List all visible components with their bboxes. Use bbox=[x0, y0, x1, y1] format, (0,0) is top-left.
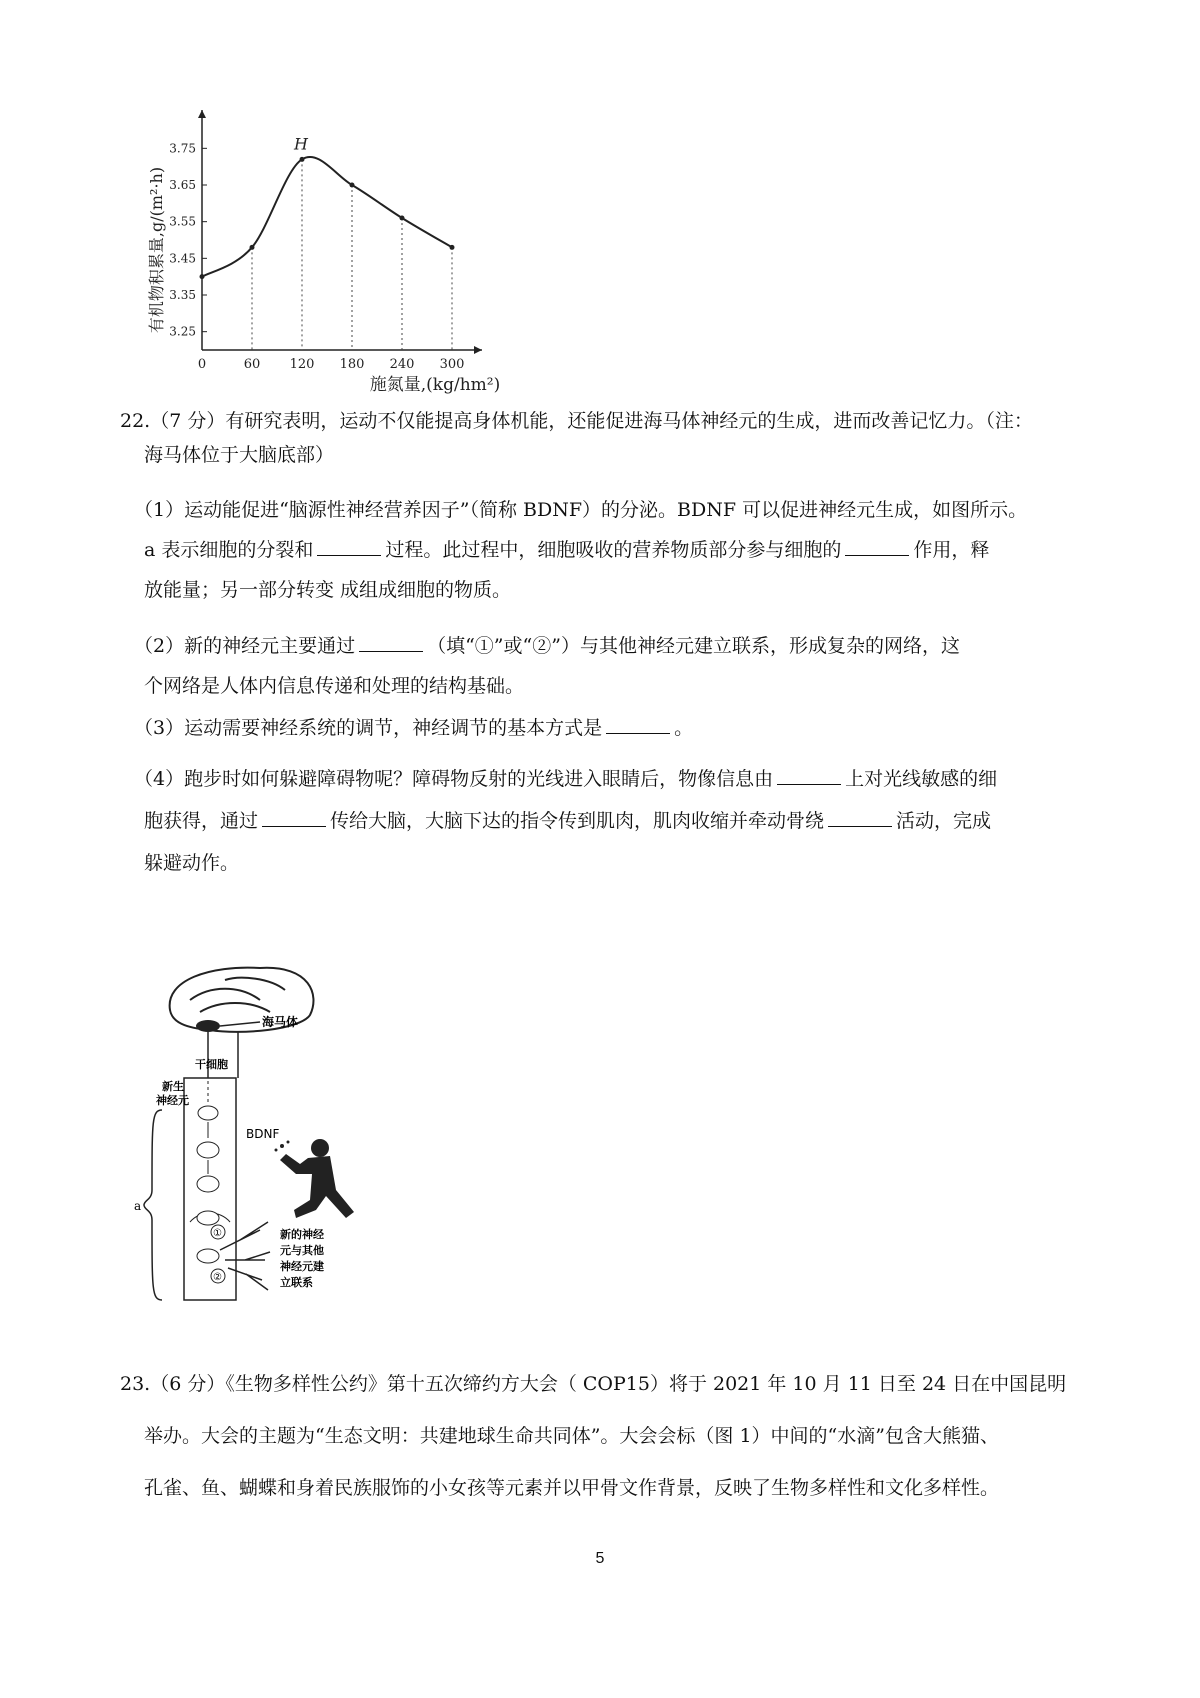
y-tick-label: 3.55 bbox=[169, 214, 196, 229]
q22-part3 bbox=[120, 708, 1080, 748]
q22-p4-c: 躲避动作。 bbox=[144, 852, 240, 874]
series-line bbox=[202, 157, 452, 277]
cell-4 bbox=[197, 1211, 219, 1225]
x-tick-label: 60 bbox=[243, 357, 261, 372]
data-point bbox=[450, 245, 455, 250]
label-new1: 新生 bbox=[162, 1080, 184, 1093]
question-22 bbox=[120, 404, 1080, 472]
q22-p4-a2: 上对光线敏感的细 bbox=[845, 768, 998, 790]
q23-line1: 23.（6 分）《生物多样性公约》第十五次缔约方大会（ COP15）将于 2021 年 10 月 11 日至 24 日在中国昆明 bbox=[120, 1373, 1067, 1395]
label-conn3: 神经元建 bbox=[280, 1260, 324, 1273]
q22-p4-b1: 胞获得，通过 bbox=[144, 810, 259, 832]
label-conn4: 立联系 bbox=[280, 1276, 313, 1289]
q22-p1-a: （1）运动能促进“脑源性神经营养因子”（简称 BDNF）的分泌。BDNF 可以促进神经元生成，如图所示。 bbox=[134, 499, 1028, 521]
q22-line2: 海马体位于大脑底部） bbox=[144, 444, 335, 466]
q22-part1 bbox=[120, 490, 1080, 610]
q22-line1: 22.（7 分）有研究表明，运动不仅能提高身体机能，还能促进海马体神经元的生成，进而改善记忆力。（注： bbox=[120, 410, 1033, 432]
label-a: a bbox=[134, 1199, 142, 1213]
q22-p1-b2: 过程。此过程中，细胞吸收的营养物质部分参与细胞的 bbox=[385, 539, 842, 561]
q23-line3: 孔雀、鱼、蝴蝶和身着民族服饰的小女孩等元素并以甲骨文作背景，反映了生物多样性和文化多样性。 bbox=[144, 1477, 1000, 1499]
blank-5[interactable] bbox=[777, 766, 841, 785]
label-hippocampus: 海马体 bbox=[262, 1015, 299, 1029]
label-conn2: 元与其他 bbox=[280, 1244, 324, 1257]
blank-1[interactable] bbox=[317, 537, 381, 556]
q22-p3-1: （3）运动需要神经系统的调节，神经调节的基本方式是 bbox=[134, 717, 603, 739]
y-tick-label: 3.65 bbox=[169, 178, 196, 192]
x-tick-label: 300 bbox=[439, 357, 465, 372]
q22-p2-a1: （2）新的神经元主要通过 bbox=[134, 635, 356, 657]
q22-p2-a2: （填“①”或“②”）与其他神经元建立联系，形成复杂的网络，这 bbox=[427, 635, 960, 657]
cell-1 bbox=[198, 1106, 218, 1120]
x-tick-label: 240 bbox=[389, 357, 415, 372]
q22-p4-b3: 活动，完成 bbox=[896, 810, 992, 832]
q22-p1-b bbox=[120, 530, 1080, 570]
q22-p4-a bbox=[120, 758, 1080, 800]
cell-2 bbox=[197, 1142, 219, 1158]
cell-5 bbox=[197, 1249, 219, 1263]
x-tick-label: 180 bbox=[339, 357, 365, 372]
y-axis-arrow bbox=[198, 110, 206, 118]
blank-4[interactable] bbox=[606, 715, 670, 734]
y-axis-label: 有机物积累量,g/(m²·h) bbox=[147, 166, 166, 334]
q22-p3 bbox=[120, 708, 1080, 748]
label-stem-cell: 干细胞 bbox=[195, 1058, 228, 1071]
page-number: 5 bbox=[595, 1550, 605, 1567]
label-conn1: 新的神经 bbox=[280, 1228, 324, 1241]
q22-p2-b: 个网络是人体内信息传递和处理的结构基础。 bbox=[144, 675, 525, 697]
question-23 bbox=[120, 1358, 1080, 1514]
q22-part4 bbox=[120, 758, 1080, 884]
label-c2: ② bbox=[213, 1272, 222, 1283]
hippocampus-mark bbox=[196, 1020, 220, 1032]
data-point bbox=[250, 245, 255, 250]
x-axis-label: 施氮量,(kg/hm²) bbox=[369, 375, 501, 395]
q22-p1-c: 放能量；另一部分转变 成组成细胞的物质。 bbox=[144, 579, 512, 601]
chart-svg bbox=[140, 100, 560, 420]
q22-p3-2: 。 bbox=[674, 717, 694, 739]
label-new2: 神经元 bbox=[156, 1094, 189, 1107]
x-tick-label: 0 bbox=[197, 357, 207, 372]
y-tick-label: 3.25 bbox=[169, 324, 196, 339]
nitrogen-chart bbox=[140, 100, 560, 420]
dendrites bbox=[220, 1222, 270, 1290]
peak-label: H bbox=[294, 134, 308, 154]
blank-3[interactable] bbox=[359, 633, 423, 652]
q22-p4-b2: 传给大脑，大脑下达的指令传到肌肉，肌肉收缩并牵动骨绕 bbox=[330, 810, 825, 832]
cell-3 bbox=[197, 1176, 219, 1192]
blank-7[interactable] bbox=[828, 808, 892, 827]
q22-part2 bbox=[120, 626, 1080, 706]
runner-icon bbox=[275, 1139, 355, 1218]
q22-p4-a1: （4）跑步时如何躲避障碍物呢？障碍物反射的光线进入眼睛后，物像信息由 bbox=[134, 768, 774, 790]
x-tick-label: 120 bbox=[289, 357, 315, 372]
data-point bbox=[300, 157, 305, 162]
y-tick-label: 3.75 bbox=[169, 141, 196, 156]
blank-2[interactable] bbox=[845, 537, 909, 556]
data-point bbox=[200, 274, 205, 279]
blank-6[interactable] bbox=[262, 808, 326, 827]
label-bdnf: BDNF bbox=[246, 1127, 280, 1141]
q22-p2-a bbox=[120, 626, 1080, 666]
brace-a bbox=[144, 1110, 162, 1300]
y-tick-label: 3.45 bbox=[169, 251, 196, 266]
data-point bbox=[400, 216, 405, 221]
x-axis-arrow bbox=[474, 346, 482, 354]
y-tick-label: 3.35 bbox=[169, 288, 196, 302]
q22-p1-b3: 作用，释 bbox=[913, 539, 990, 561]
q23-line2: 举办。大会的主题为“生态文明：共建地球生命共同体”。大会会标（图 1）中间的“水滴”包含大熊猫、 bbox=[144, 1425, 999, 1447]
label-c1: ① bbox=[213, 1228, 222, 1239]
neuron-diagram bbox=[134, 960, 480, 1290]
data-point bbox=[350, 183, 355, 188]
q22-p4-b bbox=[120, 800, 1080, 842]
q22-p1-b1: a 表示细胞的分裂和 bbox=[144, 539, 314, 561]
neuron-diagram-svg bbox=[134, 960, 480, 1290]
